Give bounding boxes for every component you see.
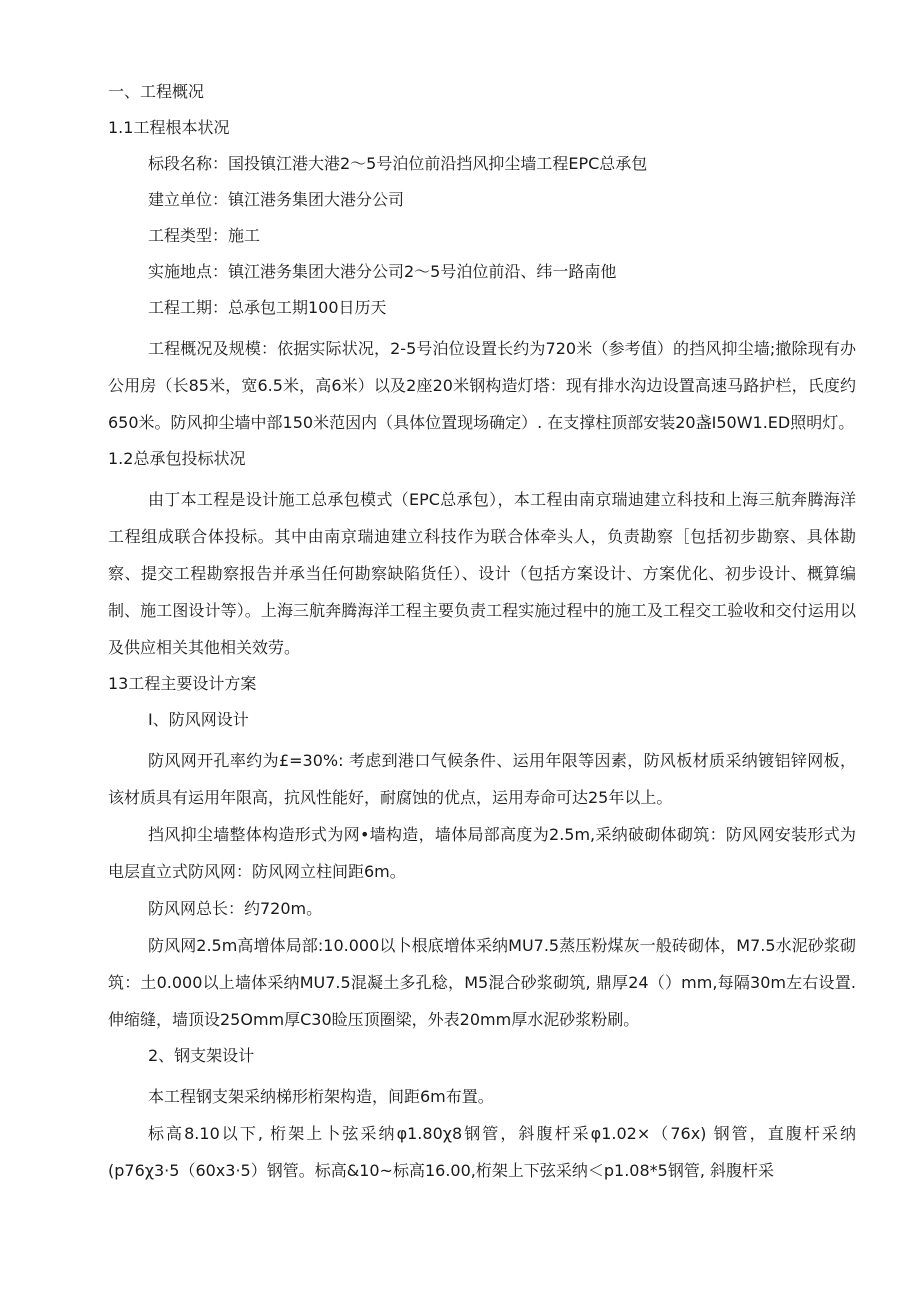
field-bid-section-name: 标段名称：国投镇江港大港2〜5号泊位前沿挡风抑尘墙工程EPC总承包 bbox=[148, 154, 648, 173]
windbreak-paragraph-4: 防风网2.5m高增体局部:10.000以卜根底增体采纳MU7.5蒸压粉煤灰一般砖砌体，M7.5水泥砂浆砌筑：土0.000以上墙体采纳MU7.5混凝土多孔稔，M5混合砂浆砌筑, 鼎厚24（）mm,每隔30m左右设置. 伸缩缝，墙顶设25Omm厚C30睑压顶圈梁，外表20mm厚水泥砂浆粉刷。 bbox=[108, 936, 856, 1029]
field-construction-unit: 建立单位：镇江港务集团大港分公司 bbox=[148, 190, 405, 209]
tender-paragraph: 由丁本工程是设计施工总承包模式（EPC总承包），本工程由南京瑞迪建立科技和上海三航奔腾海洋工程组成联合体投标。其中由南京瑞迪建立科技作为联合体牵头人，负责勘察［包括初步勘察、具体勘察、提交工程勘察报告并承当任何勘察缺陷货任）、设计（包括方案设计、方案优化、初步设计、概算编制、施工图设计等）。上海三航奔腾海洋工程主要负责工程实施过程中的施工及工程交工验收和交付运用以及供应相关其他相关效劳。 bbox=[108, 490, 856, 657]
overview-paragraph: 工程概况及规模：依据实际状况，2-5号泊位设置长约为720米（参考值）的挡风抑尘墙;撤除现有办公用房（长85米，宽6.5米，高6米）以及2座20米钢构造灯塔：现有排水沟边设置高速马路护栏，氏度约650米。防风抑尘墙中部150米范因内（具体位置现场确定）. 在支撑柱顶部安装20盏I50W1.ED照明灯。 bbox=[108, 339, 856, 432]
steel-paragraph-2: 标高8.10以下, 桁架上卜弦采纳φ1.80χ8钢管，斜腹杆采φ1.02×（76x) 钢管，直腹杆采纳 (p76χ3·5（60x3·5）钢管。标高&10~标高16.00,桁架上下弦采纳＜p1.08*5钢管, 斜腹杆采 bbox=[108, 1124, 856, 1180]
windbreak-design-heading: I、防风网设计 bbox=[148, 710, 249, 729]
section-1-1-heading: 1.1工程根本状况 bbox=[108, 118, 230, 137]
windbreak-paragraph-1: 防风网开孔率约为£=30%: 考虑到港口气候条件、运用年限等因素，防风板材质采纳镀铝锌网板，该材质具有运用年限高，抗风性能好，耐腐蚀的优点，运用寿命可达25年以上。 bbox=[108, 751, 856, 807]
document-body bbox=[108, 78, 856, 1189]
field-duration: 工程工期：总承包工期100日历天 bbox=[148, 298, 387, 317]
field-project-type: 工程类型：施工 bbox=[148, 226, 261, 245]
steel-support-design-heading: 2、钢支架设计 bbox=[148, 1046, 255, 1065]
windbreak-paragraph-2: 挡风抑尘墙整体构造形式为网•墙构造，墙体局部高度为2.5m,采纳破砌体砌筑：防风网安装形式为电层直立式防风网：防风网立柱间距6m。 bbox=[108, 825, 856, 881]
section-1-heading: 一、工程概况 bbox=[108, 82, 205, 101]
field-location: 实施地点：镇江港务集团大港分公司2〜5号泊位前沿、纬一路南他 bbox=[148, 262, 617, 281]
steel-paragraph-1: 本工程钢支架采纳梯形桁架构造，间距6m布置。 bbox=[148, 1087, 494, 1106]
windbreak-paragraph-3: 防风网总长：约720m。 bbox=[148, 899, 323, 918]
section-1-2-heading: 1.2总承包投标状况 bbox=[108, 449, 246, 468]
section-1-3-heading: 13工程主要设计方案 bbox=[108, 674, 257, 693]
